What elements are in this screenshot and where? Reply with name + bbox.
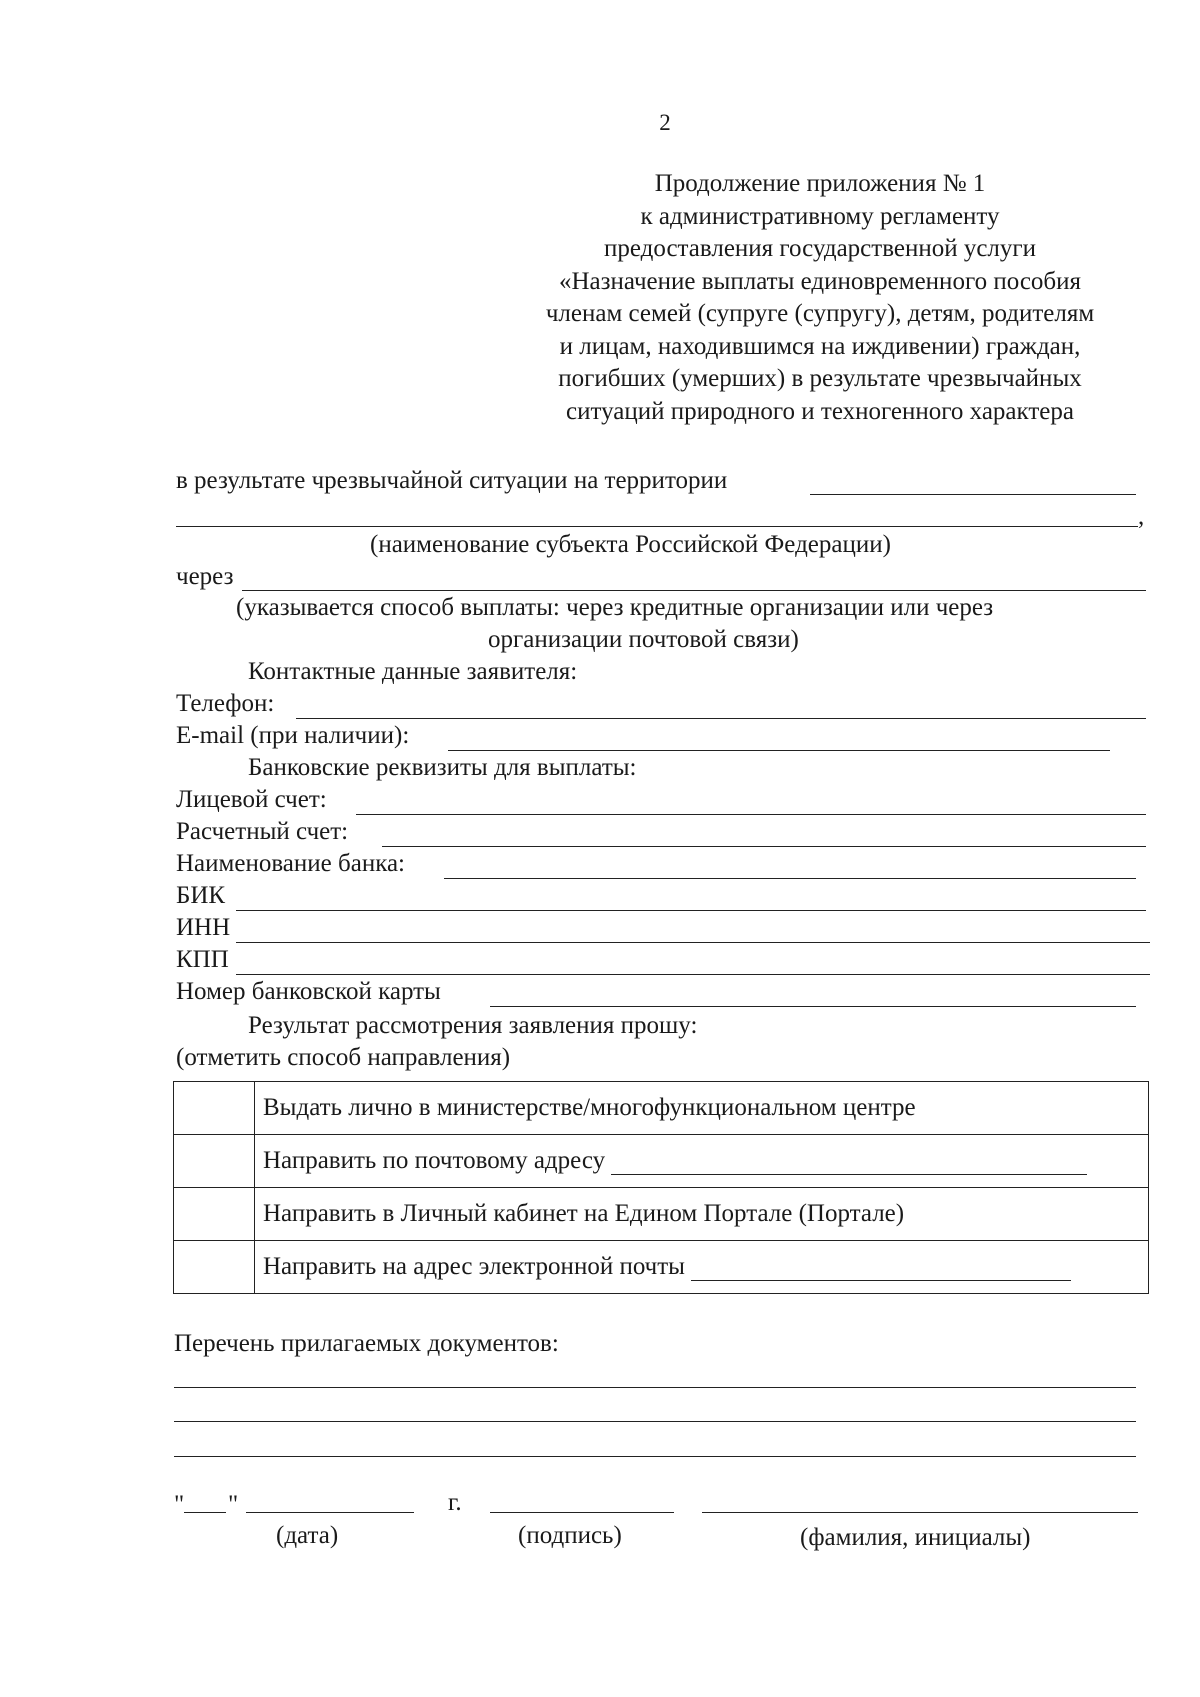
date-quote-close: " [228,1491,239,1518]
header-line: к административному регламенту [640,202,1000,230]
email-label: E-mail (при наличии): [176,722,410,749]
day-field[interactable] [184,1512,226,1513]
documents-heading: Перечень прилагаемых документов: [174,1330,559,1357]
postal-address-field[interactable] [611,1154,1087,1175]
result-heading: Результат рассмотрения заявления прошу: [248,1012,698,1039]
kpp-label: КПП [176,946,229,973]
header-line: ситуаций природного и техногенного характера [566,397,1074,425]
delivery-option-text: Выдать лично в министерстве/многофункциональном центре [263,1094,916,1121]
delivery-option-label [255,1135,1149,1188]
personal-account-label: Лицевой счет: [176,786,327,813]
delivery-option-checkbox[interactable] [174,1135,255,1188]
personal-account-field[interactable] [356,814,1146,815]
bik-field[interactable] [236,910,1146,911]
delivery-option-label [255,1188,1149,1241]
phone-field[interactable] [296,718,1146,719]
year-suffix: г. [448,1489,462,1516]
card-number-field[interactable] [490,1006,1136,1007]
email-field[interactable] [448,750,1110,751]
delivery-option-row [174,1188,1149,1241]
delivery-option-row [174,1082,1149,1135]
header-line: предоставления государственной услуги [603,235,1037,262]
territory-field-continued[interactable] [176,526,1138,527]
payment-method-field[interactable] [242,590,1146,591]
territory-field[interactable] [810,494,1136,495]
bank-name-field[interactable] [444,878,1136,879]
delivery-option-checkbox[interactable] [174,1188,255,1241]
through-label: через [176,563,234,590]
header-line: погибших (умерших) в результате чрезвычайных [558,365,1082,392]
inn-label: ИНН [176,914,231,941]
delivery-option-row [174,1241,1149,1294]
delivery-option-checkbox[interactable] [174,1082,255,1135]
documents-field-line[interactable] [174,1421,1136,1422]
email-address-field[interactable] [691,1260,1071,1281]
bank-name-label: Наименование банка: [176,850,406,877]
comma: , [1138,503,1145,530]
page-number: 2 [659,110,671,135]
kpp-field[interactable] [236,974,1150,975]
emergency-label: в результате чрезвычайной ситуации на территории [176,467,728,494]
bik-label: БИК [176,882,226,909]
name-caption: (фамилия, инициалы) [800,1524,1031,1551]
payment-caption-line-1: (указывается способ выплаты: через кредитные организации или через [236,594,994,621]
phone-label: Телефон: [176,690,275,717]
result-note: (отметить способ направления) [176,1044,511,1071]
payment-caption-line-2: организации почтовой связи) [488,626,799,653]
delivery-options-table [173,1081,1149,1294]
contact-heading: Контактные данные заявителя: [248,658,578,685]
subject-caption: (наименование субъекта Российской Федерации) [370,531,891,558]
date-caption: (дата) [276,1522,339,1549]
header-line: членам семей (супруге (супругу), детям, родителям [545,300,1095,327]
full-name-field[interactable] [702,1512,1138,1513]
documents-field-line[interactable] [174,1456,1136,1457]
settlement-account-field[interactable] [382,846,1146,847]
month-field[interactable] [246,1512,414,1513]
delivery-option-text: Направить в Личный кабинет на Едином Портале (Портале) [263,1200,905,1227]
delivery-option-label [255,1241,1149,1294]
inn-field[interactable] [236,942,1150,943]
delivery-option-checkbox[interactable] [174,1241,255,1294]
delivery-option-text: Направить на адрес электронной почты [263,1253,685,1280]
signature-caption: (подпись) [518,1522,622,1549]
header-line: Продолжение приложения № 1 [654,170,986,197]
delivery-option-label [255,1082,1149,1135]
date-quote-open: " [174,1491,185,1518]
documents-field-line[interactable] [174,1387,1136,1388]
header-line: и лицам, находившимся на иждивении) граждан, [559,332,1081,360]
card-number-label: Номер банковской карты [176,978,441,1005]
delivery-option-text: Направить по почтовому адресу [263,1147,606,1174]
settlement-account-label: Расчетный счет: [176,818,349,845]
bank-heading: Банковские реквизиты для выплаты: [248,754,637,781]
delivery-option-row [174,1135,1149,1188]
signature-field[interactable] [490,1512,674,1513]
appendix-header [480,168,1160,428]
header-line: «Назначение выплаты единовременного пособия [558,267,1082,295]
